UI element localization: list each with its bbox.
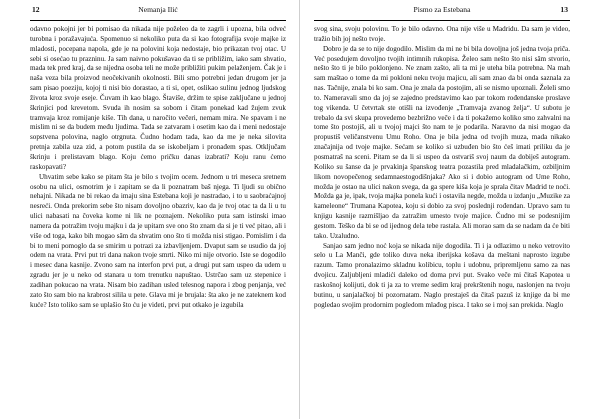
- left-running-title: Nemanja Ilić: [138, 5, 178, 14]
- right-page: [314, 0, 570, 419]
- paragraph: svog sina, svoju polovinu. To je bilo odavno. Ona nije više u Madridu. Da sam je video, tražio bih joj nešto tvoje.: [314, 25, 570, 43]
- page-gutter: [299, 0, 300, 419]
- paragraph: odavno pokojni jer bi pomisao da nikada nije poželeo da te zagrli i upozna, bila odveć turobna i poražavajuća. Spomenuo si nekoliko puta da si kao fotografija svoje majke iz mladosti, pocepana napola, gde je na polovini koja nedostaje, bio prikazan tvoj otac. U sebi si osećao tu prazninu. Ja sam naivno pokušavao da ti se približim, iako sam shvatio, mada tek pred kraj, da se nijedna osoba teli ne može približiti pukim pelaženjem. Čak je i naša veza bila proizvod neočekivanih okolnosti. Bili smo potrebni jedan drugom jer ja sam pisao poeziju, kojoj ti nisi bio dorastao, a ti si, opet, oslikao sulinu jednog ljudskog života kroz svoje eseje. Čuvam ih kao blago. Štaviše, držim te spise zaključane u jednoj škrinjici pod krevetom. Svuda ih nosim sa sobom i čitam ponekad kad žujem zvuk tramvaja kroz romijanje kiše. Tih dana, u naročito večeri, nemam mira. Ne spavam i ne mislim ni se da budem među ljudima. Tada se zatvaram i osetim kao da i meni nedostaje sopstvena polovina, naglo otrgnuta. Čudno hodam tada, kao da me je neka silovita pretnja zabila uza zid, a potom pustila da se iskobeljam i pronađem spas. Otključam škrinju i prelistavam blago. Koju ćemo pričku danas izabrati? Koju ranu ćemo raskopavati?: [30, 25, 286, 171]
- right-page-number: 13: [560, 5, 568, 14]
- left-page-header: [30, 0, 286, 21]
- paragraph: Dobro je da se to nije dogodilo. Mislim da mi ne bi bila dovoljna još jedna tvoja priča. Već posedujem dovoljno tvojih intimnih rukopisa. Želeo sam nešto što nisi sâm stvorio, nešto što ti je bilo poklonjeno. Ne znam zašto, ali ta mi je uteha bila potrebna. Na mah sam maštao o tome da mi pokloni neku tvoju majicu, ali sam znao da bi onda saznala za nas. Tačnije, znala bi ko sam. Ona je znala da postojim, ali se nismo upoznali. Želeli smo to. Nameravali smo da joj se zajedno predstavimo kao par tokom rođendanske proslave tog vikenda. U četvrtak ste otišli na izvođenje „Tramvaja zvanog želja“. U subotu je trebalo da svi skupa provedemo bezbrižno veče i da ti pokažemo koliko smo zahvalni na tome što postojiš, ali u tvojoj majci što nam te je podarila. Naravno da nisi mogao da propustiš veličanstvenu Umu Roho. Ona je bila jedna od tvojih muza, mada nikako značajnija od tvoje majke. Sećam se koliko si uzbuđen bio što ćeš imati priliku da je posmatraš na sceni. Pitam se da li si uspeo da ostvariš svoj naum da dobiješ autogram. Koliko su šanse da je prvakinja španskog teatra pozastila pred mladalačkim, ozbiljnim likom novopečenog sedamnaestogodišnjaka? Ako si i dobio autogram od Ume Roho, možda je ostao na ulici nakon svega, da ga spere kiša koja je sprala čitav Madrid te noći. Možda ga je, ipak, tvoja majka ponela kući i ostavila negde, možda u izdanju „Muzike za kameleone“ Trumana Kapotea, koju si dobio za svoj poslednji rođendan. Upravo sam tu knjigu kasnije razmišljao da zatražim umesto tvoje majice. Čudno mi se podesnijim gestom. Teško da bi se od ijednog dela tebe rastala. Ali morao sam da se nadam da će biti tako. Uzaludno.: [314, 44, 570, 240]
- left-page: [30, 0, 286, 419]
- left-page-body: [30, 21, 286, 310]
- right-page-header: [314, 0, 570, 21]
- right-page-body: [314, 21, 570, 310]
- paragraph: Sanjao sam jedno noć koja se nikada nije dogodila. Ti i ja odlazimo u neko vetrovito selo u La Manči, gde toliko duva neka iberijska košava da meštani naprosto izgube razum. Tamo pronalazimo skladnu kolibicu, toplu i udobnu, pripremljenu samo za nas dvojicu. Zaljubljeni mladići daleko od doma prvi put. Svako veče mi čitaš Kapotea u raskošnoj kolijuti, dok ti ja za to vreme sedim kraj prekrštenih nogu, naslonjen na tvoju butinu, u sanjalačkoj bi pozornatam. Naglo prestaješ da čitaš pazuš iz knjige da bi me pogledao svojim prodornim pogledom mlađog pisca. I tako se i moj san prekida. Naglo: [314, 241, 570, 309]
- right-running-title: Pismo za Estebana: [413, 5, 471, 14]
- left-page-number: 12: [32, 5, 40, 14]
- paragraph: Uhvatim sebe kako se pitam šta je bilo s tvojim ocem. Jednom u tri meseca sretnem osobu na ulici, osmotrim je i zapitam se da li poznatram baš njega. Ti ljudi su obično nehajni. Nikada ne bi rekao da imaju sina Estebana koji je nastradao, i to u saobraćajnoj nesreći. Onda prekorim sebe što nisam dovoljno obazriv, kao da je tvoj otac ta da li u tu ulici nabasati na čoveka kome ni lik ne poznajem. Nekoliko puta sam istinski imao namera da potražim tvoju majku i da je upitam sve ono što znam da si je ti već pitao, ali i više od toga, kako bih mogao sâm da shvatim ono što ti možda nisi stigao. Pomislim i da bi to meni pomoglo da se smirim u potrazi za izbavljenjem. Dvaput sam se usudio da joj odem na vrata. Prvi put tri dana nakon tvoje smrti. Niko mi nije otvorio. Iste se dogodilo i mesec dana kasnije. Zvono sam na interfon prvi put, a drugi put sam uspeo da udem u zgradu jer je u neko od stanara u tom trenutku napuštao. Ustrčao sam uz stepenice i zadihan pokucao na vrata. Nisam bio zadihan usled telesnog napora i zbog penjanja, već zato što sam bio na krabrost silila u pete. Glava mi je brujala: šta ako je ne zateknem kod kuće? Isto toliko sam se uplašio što ću je videti, prvi put otkako je izgubila: [30, 172, 286, 309]
